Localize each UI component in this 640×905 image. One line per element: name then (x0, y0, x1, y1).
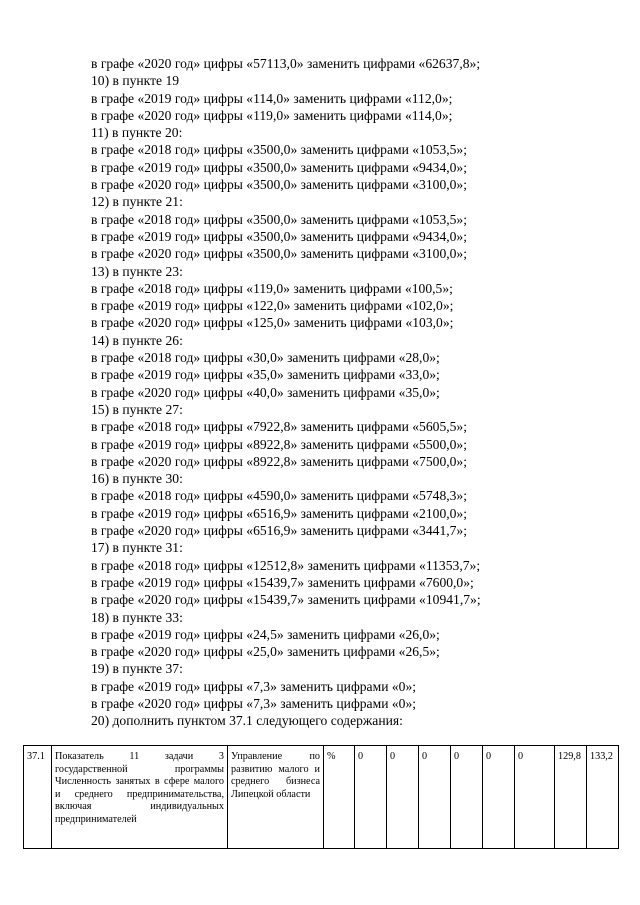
row-number: 37.1 (24, 746, 52, 849)
text-line: в графе «2019 год» цифры «35,0» заменить цифрами «33,0»; (91, 367, 440, 383)
text-line: в графе «2020 год» цифры «125,0» заменить цифрами «103,0»; (91, 315, 454, 331)
text-line: 20) дополнить пунктом 37.1 следующего содержания: (91, 713, 403, 729)
value-cell: 0 (387, 746, 419, 849)
text-line: 18) в пункте 33: (91, 609, 183, 625)
text-line: в графе «2020 год» цифры «40,0» заменить цифрами «35,0»; (91, 384, 440, 400)
text-line: в графе «2018 год» цифры «4590,0» заменить цифрами «5748,3»; (91, 488, 468, 504)
text-line: в графе «2020 год» цифры «119,0» заменить цифрами «114,0»; (91, 107, 453, 123)
value-cell: 0 (515, 746, 555, 849)
text-line: в графе «2019 год» цифры «15439,7» заменить цифрами «7600,0»; (91, 574, 474, 590)
text-line: в графе «2018 год» цифры «3500,0» заменить цифрами «1053,5»; (91, 211, 468, 227)
text-line: 15) в пункте 27: (91, 401, 183, 417)
text-line: в графе «2018 год» цифры «7922,8» заменить цифрами «5605,5»; (91, 419, 468, 435)
text-line: в графе «2019 год» цифры «8922,8» заменить цифрами «5500,0»; (91, 436, 468, 452)
text-line: в графе «2020 год» цифры «3500,0» заменить цифрами «3100,0»; (91, 177, 468, 193)
text-line: 10) в пункте 19 (91, 73, 180, 89)
text-line: в графе «2018 год» цифры «30,0» заменить цифрами «28,0»; (91, 350, 440, 366)
text-line: в графе «2020 год» цифры «3500,0» заменить цифрами «3100,0»; (91, 246, 468, 262)
indicator-table (23, 745, 619, 849)
text-line: в графе «2020 год» цифры «8922,8» заменить цифрами «7500,0»; (91, 453, 468, 469)
text-line: в графе «2020 год» цифры «25,0» заменить цифрами «26,5»; (91, 644, 440, 660)
text-line: в графе «2019 год» цифры «6516,9» заменить цифрами «2100,0»; (91, 505, 468, 521)
text-line: в графе «2019 год» цифры «3500,0» заменить цифрами «9434,0»; (91, 159, 468, 175)
text-line: в графе «2018 год» цифры «119,0» заменить цифрами «100,5»; (91, 280, 453, 296)
indicator-name: Показатель 11 задачи 3 государственной программы Численность занятых в сфере малого и среднего предпринимательства, включая индивидуальных предпринимателей (52, 746, 228, 849)
text-line: в графе «2019 год» цифры «3500,0» заменить цифрами «9434,0»; (91, 228, 468, 244)
table-row (24, 746, 619, 849)
text-line: в графе «2020 год» цифры «6516,9» заменить цифрами «3441,7»; (91, 523, 468, 539)
text-line: 13) в пункте 23: (91, 263, 183, 279)
text-line: в графе «2019 год» цифры «24,5» заменить цифрами «26,0»; (91, 626, 440, 642)
unit-cell: % (324, 746, 355, 849)
text-line: в графе «2020 год» цифры «7,3» заменить цифрами «0»; (91, 695, 417, 711)
text-line: 11) в пункте 20: (91, 125, 183, 141)
value-cell: 129,8 (555, 746, 587, 849)
text-line: в графе «2019 год» цифры «7,3» заменить цифрами «0»; (91, 678, 417, 694)
value-cell: 0 (419, 746, 451, 849)
text-line: 16) в пункте 30: (91, 471, 183, 487)
executor-name: Управление по развитию малого и среднего бизнеса Липецкой области (228, 746, 324, 849)
text-line: в графе «2018 год» цифры «12512,8» заменить цифрами «11353,7»; (91, 557, 481, 573)
text-line: 14) в пункте 26: (91, 332, 183, 348)
text-line: в графе «2018 год» цифры «3500,0» заменить цифрами «1053,5»; (91, 142, 468, 158)
value-cell: 0 (355, 746, 387, 849)
value-cell: 0 (451, 746, 483, 849)
value-cell: 133,2 (587, 746, 619, 849)
text-line: в графе «2019 год» цифры «114,0» заменить цифрами «112,0»; (91, 90, 453, 106)
text-line: в графе «2020 год» цифры «15439,7» заменить цифрами «10941,7»; (91, 592, 481, 608)
value-cell: 0 (483, 746, 515, 849)
document-body (91, 55, 611, 730)
text-line: 17) в пункте 31: (91, 540, 183, 556)
text-line: в графе «2019 год» цифры «122,0» заменить цифрами «102,0»; (91, 298, 454, 314)
text-line: 19) в пункте 37: (91, 661, 183, 677)
text-line: 12) в пункте 21: (91, 194, 183, 210)
text-line: в графе «2020 год» цифры «57113,0» заменить цифрами «62637,8»; (91, 56, 481, 71)
